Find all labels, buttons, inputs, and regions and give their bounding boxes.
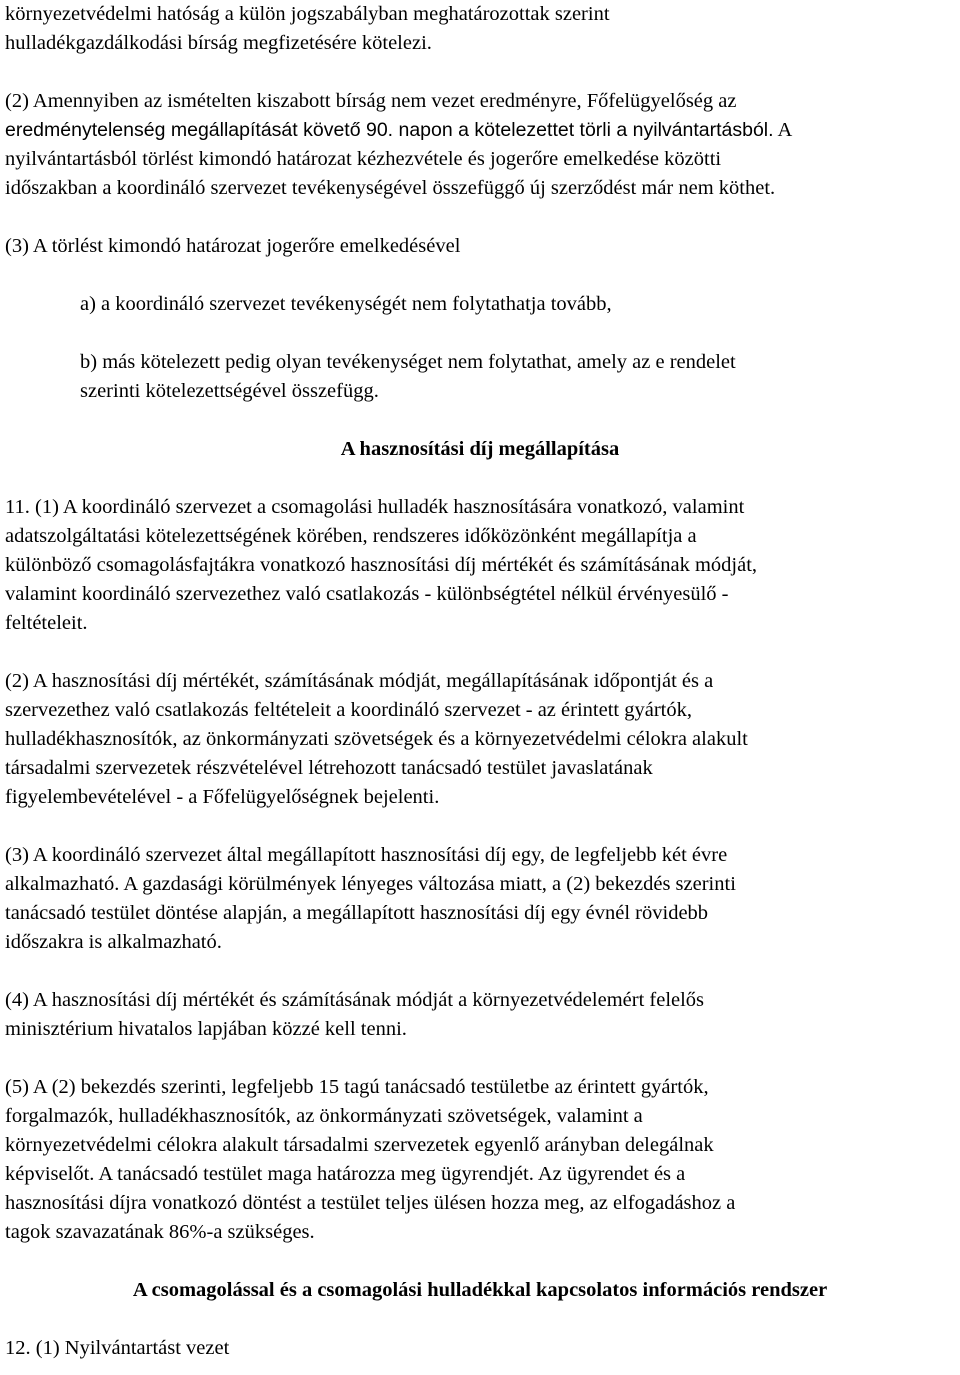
paragraph-line: (2) Amennyiben az ismételten kiszabott bírság nem vezet eredményre, Főfelügyelőség az (5, 90, 737, 112)
paragraph-line: (2) A hasznosítási díj mértékét, számításának módját, megállapításának időpontját és a (5, 670, 714, 692)
paragraph-line: időszakban a koordináló szervezet tevékenységével összefüggő új szerződést már nem köthet. (5, 177, 776, 199)
paragraph-line: hulladékhasznosítók, az önkormányzati szövetségek és a környezetvédelmi célokra alakult (5, 728, 748, 750)
paragraph-line: 11. (1) A koordináló szervezet a csomagolási hulladék hasznosítására vonatkozó, valamint (5, 496, 745, 518)
paragraph-line: társadalmi szervezetek részvételével létrehozott tanácsadó testület javaslatának (5, 757, 653, 779)
paragraph-line: hulladékgazdálkodási bírság megfizetésére kötelezi. (5, 32, 432, 54)
paragraph-line: forgalmazók, hulladékhasznosítók, az önkormányzati szövetségek, valamint a (5, 1105, 643, 1127)
list-item-a: a) a koordináló szervezet tevékenységét nem folytathatja tovább, (80, 293, 612, 315)
paragraph-line: tanácsadó testület döntése alapján, a megállapított hasznosítási díj egy évnél rövidebb (5, 902, 709, 924)
paragraph-line: hasznosítási díjra vonatkozó döntést a testület teljes ülésen hozza meg, az elfogadáshoz a (5, 1192, 736, 1214)
paragraph-line: környezetvédelmi hatóság a külön jogszabályban meghatározottak szerint (5, 3, 610, 25)
section-heading: A csomagolással és a csomagolási hulladékkal kapcsolatos információs rendszer (132, 1279, 828, 1301)
paragraph-line: adatszolgáltatási kötelezettségének körében, rendszeres időközönként megállapítja a (5, 525, 697, 547)
paragraph-line: (4) A hasznosítási díj mértékét és számításának módját a környezetvédelemért felelős (5, 989, 705, 1011)
paragraph-line: szervezethez való csatlakozás feltételeit a koordináló szervezet - az érintett gyártók, (5, 699, 692, 721)
paragraph-line: alkalmazható. A gazdasági körülmények lényeges változása miatt, a (2) bekezdés szerinti (5, 873, 736, 895)
paragraph-line: időszakra is alkalmazható. (5, 931, 222, 953)
serif-text-segment: A (773, 119, 793, 141)
paragraph-line: környezetvédelmi célokra alakult társadalmi szervezetek egyenlő arányban delegálnak (5, 1134, 714, 1156)
paragraph-line: 12. (1) Nyilvántartást vezet (5, 1337, 230, 1359)
list-item-b: b) más kötelezett pedig olyan tevékenységet nem folytathat, amely az e rendelet (80, 351, 736, 373)
paragraph-line: valamint koordináló szervezethez való csatlakozás - különbségtétel nélkül érvényesülő - (5, 583, 729, 605)
paragraph-line: különböző csomagolásfajtákra vonatkozó hasznosítási díj mértékét és számításának módját, (5, 554, 758, 576)
paragraph-line: tagok szavazatának 86%-a szükséges. (5, 1221, 315, 1243)
section-heading: A hasznosítási díj megállapítása (340, 438, 620, 460)
paragraph-line (5, 116, 955, 145)
document-page (5, 0, 955, 1363)
paragraph-line: feltételeit. (5, 612, 88, 634)
paragraph-line: figyelembevételével - a Főfelügyelőségnek bejelenti. (5, 786, 440, 808)
sans-text-segment: eredménytelenség megállapítását követő 90. napon a kötelezettet törli a nyilvántartásból. (5, 119, 774, 141)
list-item-b-continuation: szerinti kötelezettségével összefügg. (80, 380, 379, 402)
paragraph-line: képviselőt. A tanácsadó testület maga határozza meg ügyrendjét. Az ügyrendet és a (5, 1163, 686, 1185)
paragraph-line: minisztérium hivatalos lapjában közzé kell tenni. (5, 1018, 407, 1040)
paragraph-line: nyilvántartásból törlést kimondó határozat kézhezvétele és jogerőre emelkedése közötti (5, 148, 722, 170)
paragraph-line: (3) A koordináló szervezet által megállapított hasznosítási díj egy, de legfeljebb két évre (5, 844, 728, 866)
paragraph-line: (3) A törlést kimondó határozat jogerőre emelkedésével (5, 235, 461, 257)
paragraph-line: (5) A (2) bekezdés szerinti, legfeljebb 15 tagú tanácsadó testületbe az érintett gyártók, (5, 1076, 709, 1098)
